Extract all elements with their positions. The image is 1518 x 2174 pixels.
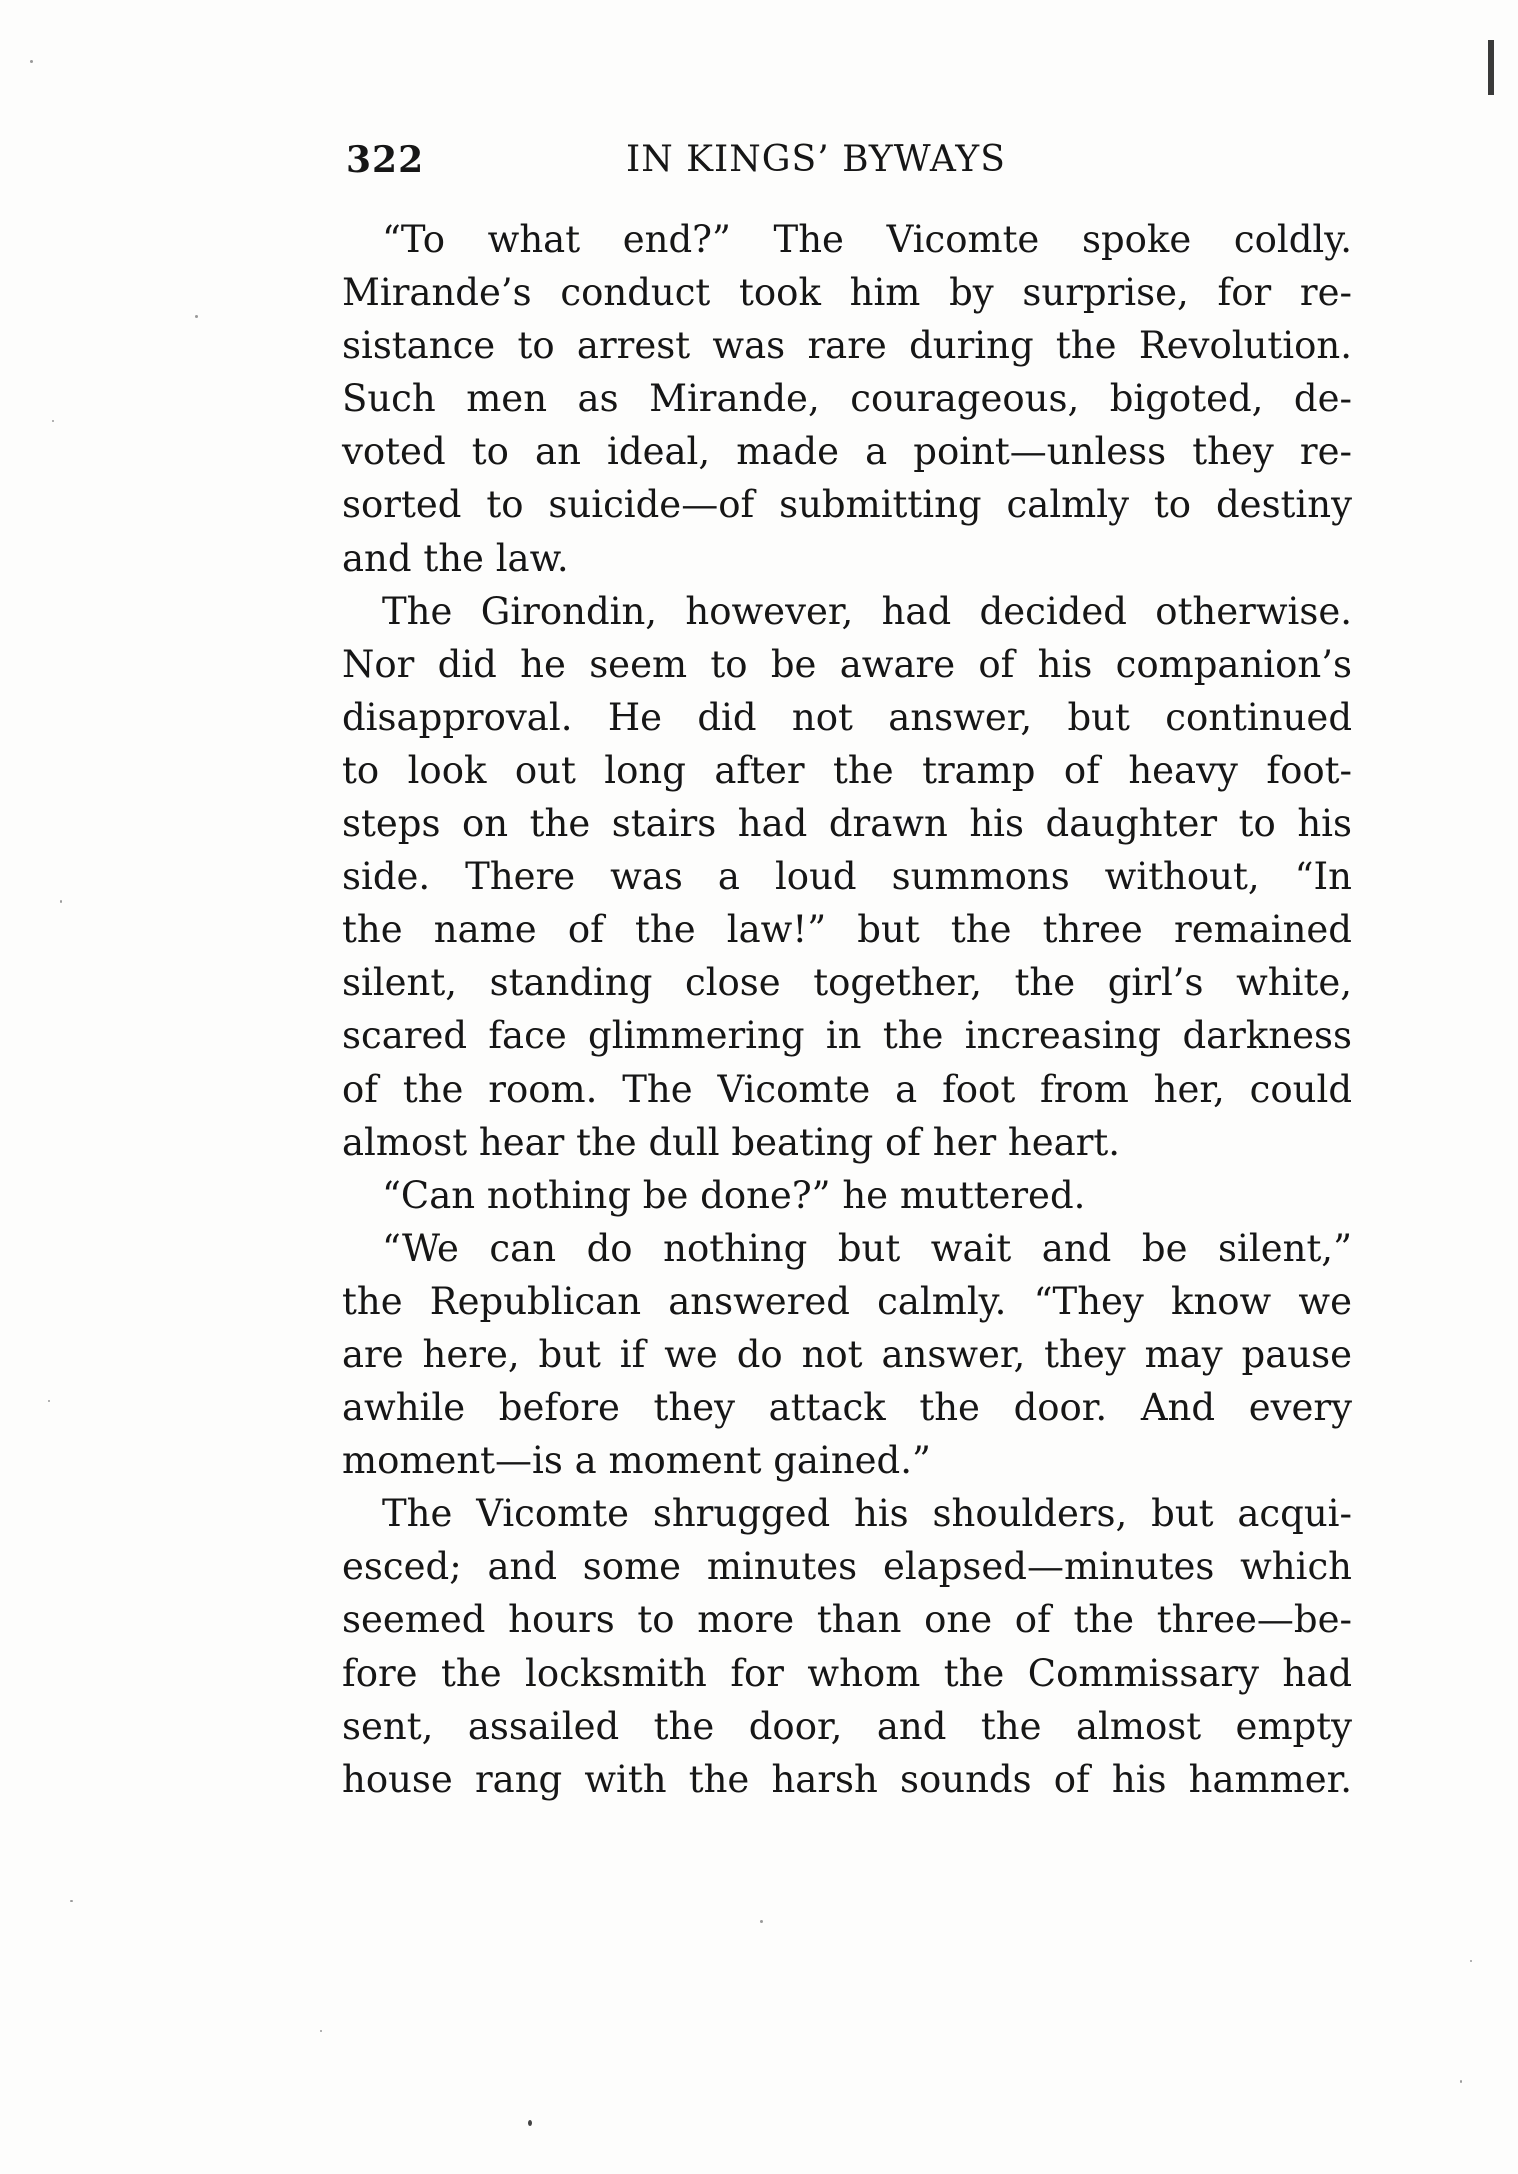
- text-line: The Girondin, however, had decided otherwise.: [382, 589, 1352, 633]
- page-number: 322: [346, 139, 425, 181]
- paragraph: [342, 1169, 1352, 1222]
- page-header: [346, 130, 1086, 190]
- text-line: fore the locksmith for whom the Commissary had: [342, 1651, 1352, 1695]
- paragraph: [342, 213, 1352, 585]
- text-line: of the room. The Vicomte a foot from her, could: [342, 1067, 1352, 1111]
- text-line: voted to an ideal, made a point—unless they re-: [342, 430, 1352, 474]
- text-line: sorted to suicide—of submitting calmly to destiny: [342, 483, 1352, 527]
- text-line: sent, assailed the door, and the almost empty: [342, 1704, 1352, 1748]
- binding-shadow: [1488, 40, 1494, 95]
- text-line: and the law.: [342, 536, 569, 580]
- text-line: esced; and some minutes elapsed—minutes which: [342, 1545, 1352, 1589]
- text-line: moment—is a moment gained.”: [342, 1439, 931, 1483]
- text-line: the name of the law!” but the three remained: [342, 908, 1352, 952]
- text-line: steps on the stairs had drawn his daughter to his: [342, 802, 1352, 846]
- text-line: seemed hours to more than one of the three—be-: [342, 1598, 1352, 1642]
- body-text: [342, 213, 1352, 1806]
- paragraph: [342, 585, 1352, 1169]
- text-line: scared face glimmering in the increasing darkness: [342, 1014, 1352, 1058]
- text-line: side. There was a loud summons without, “In: [342, 855, 1352, 899]
- text-line: silent, standing close together, the girl’s white,: [342, 961, 1352, 1005]
- text-line: The Vicomte shrugged his shoulders, but acqui-: [382, 1492, 1352, 1536]
- text-line: house rang with the harsh sounds of his hammer.: [342, 1757, 1352, 1801]
- text-line: “To what end?” The Vicomte spoke coldly.: [382, 218, 1352, 261]
- text-line: the Republican answered calmly. “They know we: [342, 1279, 1352, 1323]
- text-line: to look out long after the tramp of heavy foot-: [342, 748, 1352, 792]
- running-head: IN KINGS’ BYWAYS: [626, 139, 1006, 180]
- text-line: disapproval. He did not answer, but continued: [342, 695, 1352, 739]
- text-line: awhile before they attack the door. And every: [342, 1386, 1352, 1430]
- text-line: sistance to arrest was rare during the Revolution.: [342, 324, 1352, 368]
- text-line: Mirande’s conduct took him by surprise, for re-: [342, 271, 1352, 315]
- text-line: Nor did he seem to be aware of his companion’s: [342, 642, 1352, 686]
- text-line: “Can nothing be done?” he muttered.: [382, 1173, 1086, 1217]
- paragraph: [342, 1222, 1352, 1487]
- text-line: “We can do nothing but wait and be silent,”: [382, 1226, 1352, 1270]
- text-line: Such men as Mirande, courageous, bigoted, de-: [342, 377, 1352, 421]
- text-line: almost hear the dull beating of her heart.: [342, 1120, 1121, 1164]
- paragraph: [342, 1487, 1352, 1806]
- text-line: are here, but if we do not answer, they may pause: [342, 1332, 1352, 1376]
